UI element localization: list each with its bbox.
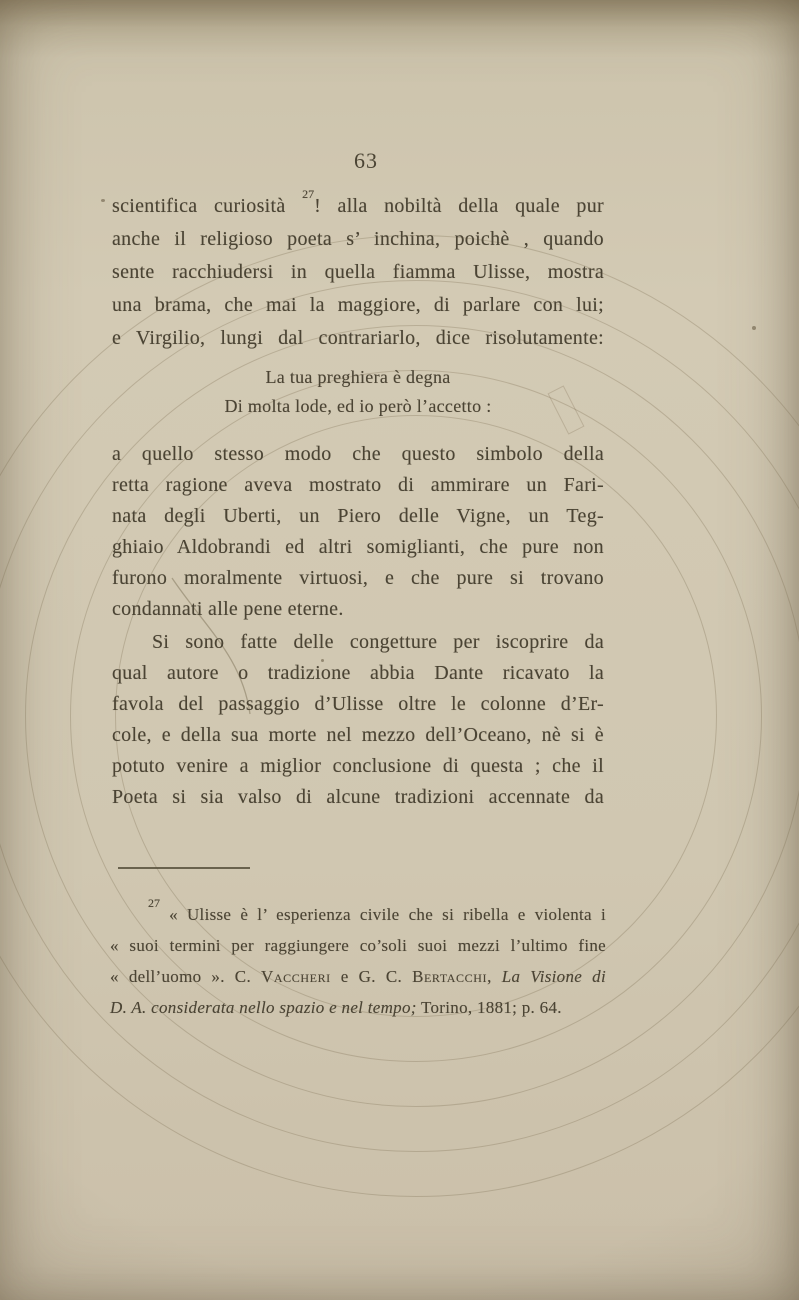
body-line: e Virgilio, lungi dal contrariarlo, dice risolutamente: bbox=[112, 327, 604, 349]
footnote-line: « suoi termini per raggiungere co’soli suoi mezzi l’ultimo fine bbox=[110, 936, 606, 955]
text-run: ! alla nobiltà della quale pur bbox=[314, 195, 604, 217]
paragraph-2 bbox=[112, 439, 604, 625]
author-name: Bertacchi bbox=[412, 967, 488, 986]
text-run: Torino, 1881; p. 64. bbox=[416, 998, 562, 1017]
body-line bbox=[112, 187, 604, 223]
body-line: a quello stesso modo che questo simbolo della bbox=[112, 443, 604, 465]
verse-line: La tua preghiera è degna bbox=[265, 367, 451, 387]
footnote-line bbox=[110, 896, 606, 930]
text-run: e G. C. bbox=[330, 967, 413, 986]
body-line: cole, e della sua morte nel mezzo dell’Oceano, nè si è bbox=[112, 724, 604, 746]
footnote-ref-27: 27 bbox=[302, 187, 315, 202]
body-line: anche il religioso poeta s’ inchina, poichè , quando bbox=[112, 228, 604, 250]
body-line: qual autore o tradizione abbia Dante ricavato la bbox=[112, 662, 604, 684]
body-line: ghiaio Aldobrandi ed altri somiglianti, che pure non bbox=[112, 536, 604, 558]
footnote-line bbox=[110, 961, 606, 992]
body-line: potuto venire a miglior conclusione di questa ; che il bbox=[112, 755, 604, 777]
footnote-separator bbox=[118, 867, 250, 869]
body-line: nata degli Uberti, un Piero delle Vigne, un Teg- bbox=[112, 505, 604, 527]
book-title: La Visione di bbox=[501, 967, 606, 986]
verse-line: Di molta lode, ed io però l’accetto : bbox=[224, 396, 492, 416]
page-number: 63 bbox=[354, 148, 378, 173]
paragraph-1 bbox=[112, 187, 604, 355]
book-title: D. A. considerata nello spazio e nel tempo; bbox=[110, 998, 417, 1017]
body-line: Poeta si sia valso di alcune tradizioni accennate da bbox=[112, 786, 604, 808]
author-name: Vaccheri bbox=[261, 967, 331, 986]
paper-speck bbox=[101, 199, 105, 202]
text-run: , bbox=[487, 967, 502, 986]
body-line: furono moralmente virtuosi, e che pure si trovano bbox=[112, 567, 604, 589]
body-line: condannati alle pene eterne. bbox=[112, 598, 344, 620]
paper-speck bbox=[752, 326, 756, 330]
text-run: « Ulisse è l’ esperienza civile che si ribella e violenta i bbox=[160, 905, 606, 924]
verse-quote bbox=[112, 363, 604, 421]
body-line: favola del passaggio d’Ulisse oltre le colonne d’Er- bbox=[112, 693, 604, 715]
footnote-line bbox=[110, 992, 606, 1023]
footnote-number: 27 bbox=[148, 896, 160, 911]
text-run: scientifica curiosità bbox=[112, 195, 303, 217]
body-line: sente racchiudersi in quella fiamma Ulisse, mostra bbox=[112, 261, 604, 283]
body-line: Si sono fatte delle congetture per iscoprire da bbox=[152, 631, 604, 653]
body-line: retta ragione aveva mostrato di ammirare un Fari- bbox=[112, 474, 604, 496]
paragraph-3 bbox=[112, 627, 604, 813]
body-line: una brama, che mai la maggiore, di parlare con lui; bbox=[112, 294, 604, 316]
footnote bbox=[110, 896, 606, 1023]
text-run: « dell’uomo ». C. bbox=[110, 967, 262, 986]
